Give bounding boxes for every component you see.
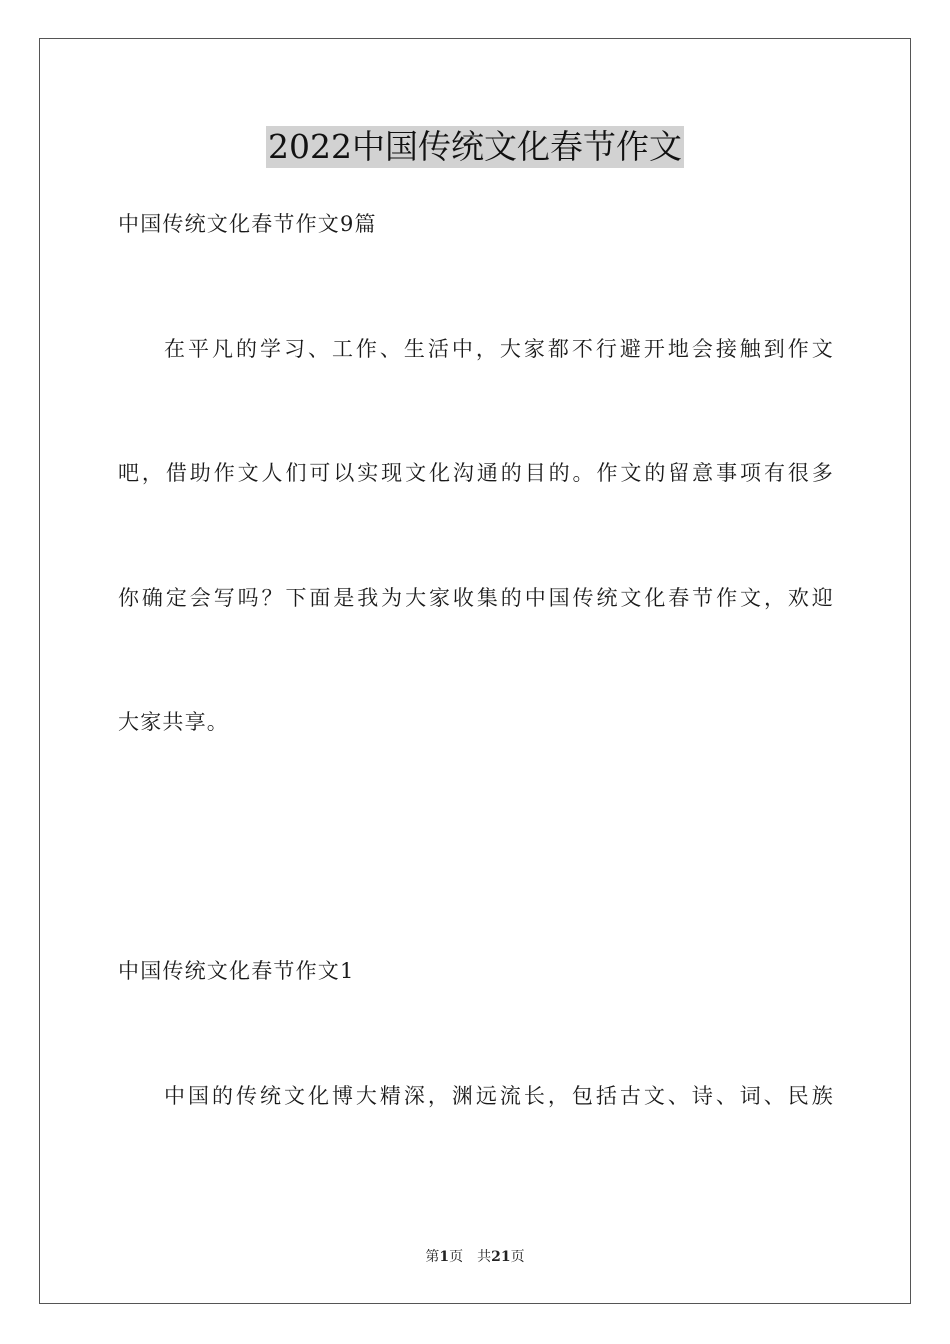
document-title: 2022中国传统文化春节作文 — [268, 127, 682, 166]
paragraph-line: 大家共享。 — [118, 710, 229, 734]
paragraph-line: 吧，借助作文人们可以实现文化沟通的目的。作文的留意事项有很多 — [118, 461, 834, 485]
document-subtitle: 中国传统文化春节作文9篇 — [118, 212, 377, 236]
page-footer — [0, 1248, 950, 1266]
section-heading: 中国传统文化春节作文1 — [118, 959, 355, 983]
page-number: 1 — [439, 1249, 450, 1265]
paragraph-line: 中国的传统文化博大精深，渊远流长，包括古文、诗、词、民族 — [164, 1084, 834, 1108]
page-prefix: 第 — [425, 1249, 440, 1265]
title-container — [0, 126, 950, 168]
page-suffix: 页 — [449, 1249, 464, 1265]
total-pages: 21 — [491, 1249, 511, 1265]
total-prefix: 共 — [477, 1249, 492, 1265]
total-suffix: 页 — [510, 1249, 525, 1265]
paragraph-line: 在平凡的学习、工作、生活中，大家都不行避开地会接触到作文 — [164, 337, 834, 361]
paragraph-line: 你确定会写吗？下面是我为大家收集的中国传统文化春节作文，欢迎 — [118, 586, 834, 610]
